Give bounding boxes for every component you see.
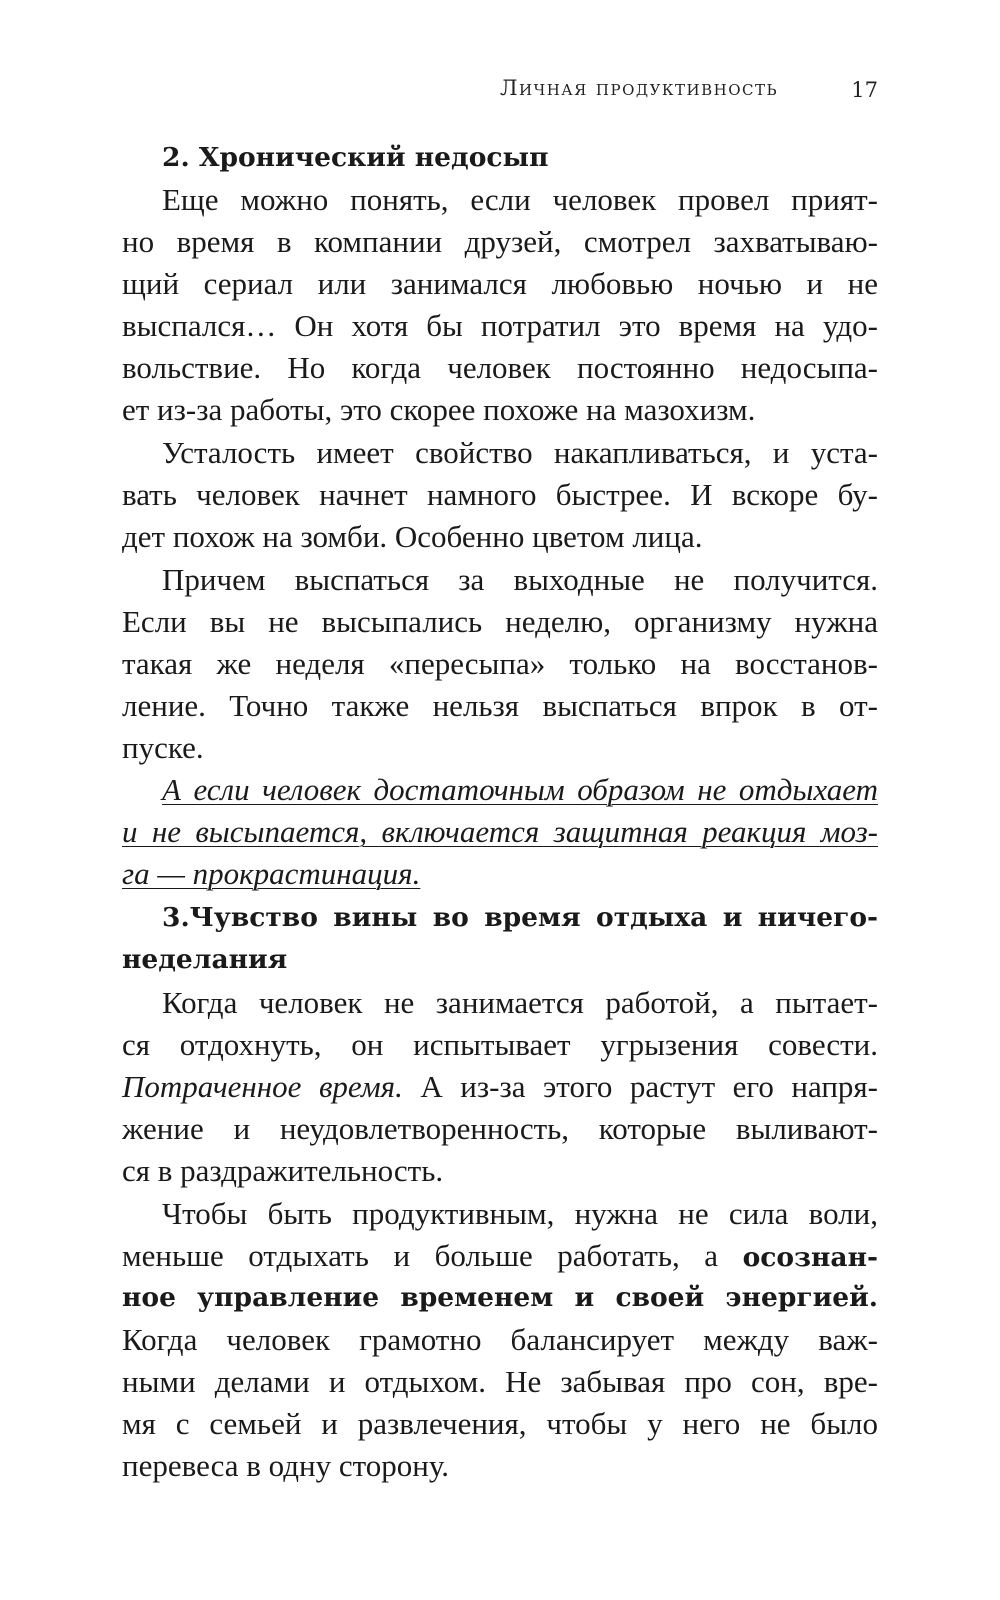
text-line: ся в раздражительность. xyxy=(122,1153,444,1188)
section-heading-3-cont: неделания xyxy=(122,944,288,975)
text-line: щий сериал или занимался любовью ночью и не xyxy=(122,266,878,301)
emphasis-line: и не высыпается, включается защитная реакция моз- xyxy=(122,814,878,849)
text-line: жение и неудовлетворенность, которые выливают- xyxy=(122,1111,878,1146)
text-line: мя с семьей и развлечения, чтобы у него не было xyxy=(122,1406,878,1441)
section-heading-3: 3.Чувство вины во время отдыха и ничего- xyxy=(162,902,878,933)
bold-phrase: осознан- xyxy=(742,1242,878,1273)
text-line: Когда человек не занимается работой, а пытает- xyxy=(162,985,878,1020)
text-line: вольствие. Но когда человек постоянно недосыпа- xyxy=(122,350,878,385)
emphasis-line: А если человек достаточным образом не отдыхает xyxy=(162,772,878,807)
text-line: Причем выспаться за выходные не получится. xyxy=(162,562,878,597)
running-header: Личная продуктивность xyxy=(500,76,779,100)
text-line: ными делами и отдыхом. Не забывая про сон, вре- xyxy=(122,1364,878,1399)
text-line: выспался… Он хотя бы потратил это время на удо- xyxy=(122,308,878,343)
text-line: ление. Точно также нельзя выспаться впрок в от- xyxy=(122,688,878,723)
text-line xyxy=(122,1234,878,1278)
text-span: А из-за этого растут его напря- xyxy=(402,1069,878,1104)
bold-line: ное управление временем и своей энергией. xyxy=(122,1282,878,1313)
text-line: Когда человек грамотно балансирует между важ- xyxy=(122,1322,878,1357)
section-heading-2: 2. Хронический недосып xyxy=(162,142,549,173)
text-line: Чтобы быть продуктивным, нужна не сила воли, xyxy=(162,1196,878,1231)
text-line: перевеса в одну сторону. xyxy=(122,1448,449,1483)
text-line: такая же неделя «пересыпа» только на восстанов- xyxy=(122,646,878,681)
text-line: Усталость имеет свойство накапливаться, и уста- xyxy=(162,435,878,470)
text-line: но время в компании друзей, смотрел захватываю- xyxy=(122,224,878,259)
emphasis-line: га — прокрастинация. xyxy=(122,856,421,891)
text-line: Если вы не высыпались неделю, организму нужна xyxy=(122,604,878,639)
text-line: ся отдохнуть, он испытывает угрызения совести. xyxy=(122,1027,878,1062)
text-span: меньше отдыхать и больше работать, а xyxy=(122,1238,743,1273)
text-line: пуске. xyxy=(122,730,204,765)
page-number: 17 xyxy=(851,78,878,102)
text-line: вать человек начнет намного быстрее. И вскоре бу- xyxy=(122,477,878,512)
text-line: Еще можно понять, если человек провел прият- xyxy=(162,182,878,217)
text-line: дет похож на зомби. Особенно цветом лица. xyxy=(122,519,703,554)
text-line xyxy=(122,1065,878,1109)
text-line: ет из-за работы, это скорее похоже на мазохизм. xyxy=(122,392,756,427)
italic-phrase: Потраченное время. xyxy=(122,1069,403,1104)
